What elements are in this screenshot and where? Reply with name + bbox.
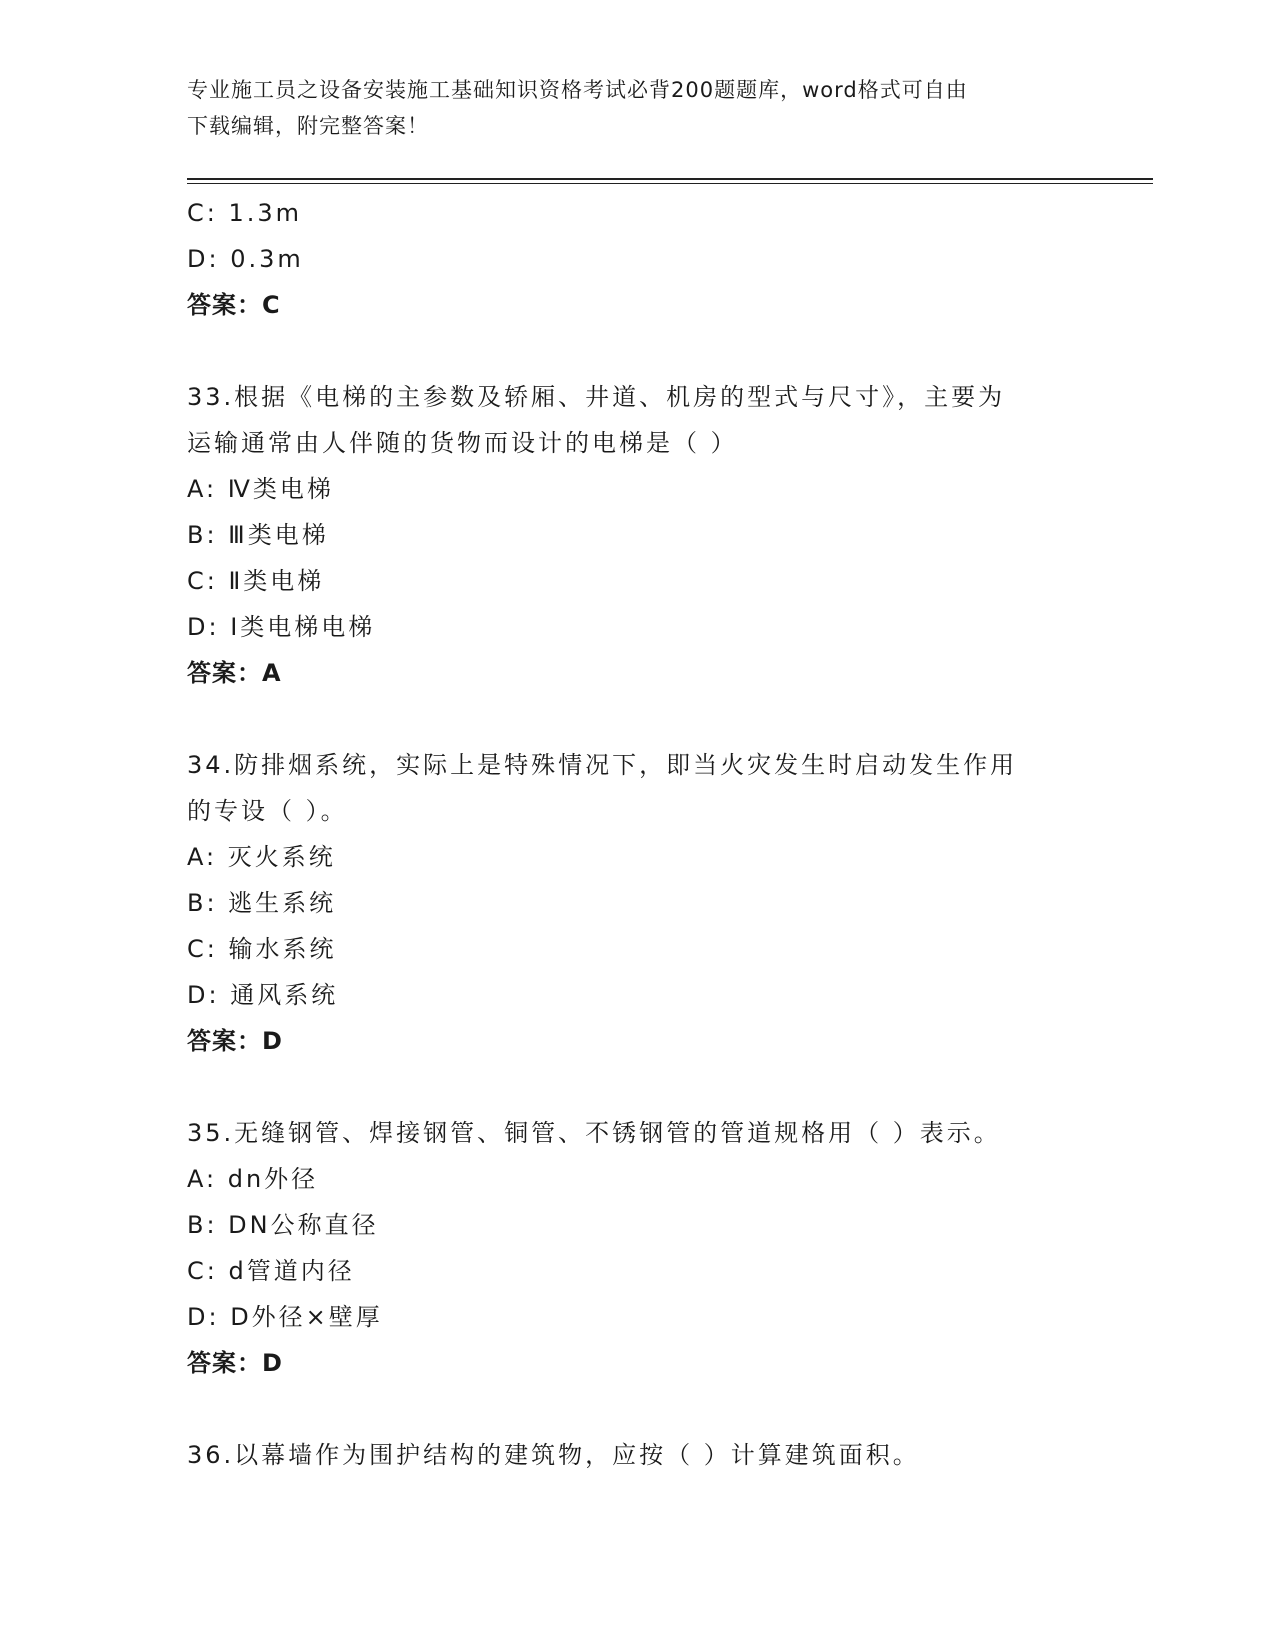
option-b: B: Ⅲ类电梯 [187, 521, 329, 549]
question-34 [187, 742, 1087, 1064]
option-d: D: Ⅰ类电梯电梯 [187, 613, 376, 641]
question-36 [187, 1432, 1087, 1478]
option-a: A: 灭火系统 [187, 843, 336, 871]
question-text-line: 运输通常由人伴随的货物而设计的电梯是（ ） [187, 429, 738, 457]
question-35 [187, 1110, 1087, 1386]
option-b: B: DN公称直径 [187, 1211, 379, 1239]
answer-label: 答案：A [187, 659, 282, 687]
header-line-2: 下载编辑，附完整答案！ [187, 114, 429, 138]
option-c: C: Ⅱ类电梯 [187, 567, 325, 595]
option-d: D: D外径×壁厚 [187, 1303, 383, 1331]
option-a: A: Ⅳ类电梯 [187, 475, 334, 503]
answer-label: 答案：D [187, 1027, 283, 1055]
question-text-line: 33.根据《电梯的主参数及轿厢、井道、机房的型式与尺寸》，主要为 [187, 383, 1006, 411]
previous-question-tail [187, 190, 1087, 328]
question-33 [187, 374, 1087, 696]
header-rule-thick [187, 178, 1153, 180]
option-a: A: dn外径 [187, 1165, 319, 1193]
question-text-line: 34.防排烟系统，实际上是特殊情况下，即当火灾发生时启动发生作用 [187, 751, 1018, 779]
question-text-line: 36.以幕墙作为围护结构的建筑物，应按（ ）计算建筑面积。 [187, 1441, 920, 1469]
answer-label: 答案：D [187, 1349, 283, 1377]
option-d: D: 0.3m [187, 245, 304, 273]
header-rule-thin [187, 183, 1153, 184]
document-body [187, 190, 1087, 1478]
option-c: C: 输水系统 [187, 935, 337, 963]
answer-label: 答案：C [187, 291, 281, 319]
document-header [187, 72, 1087, 144]
option-c: C: d管道内径 [187, 1257, 355, 1285]
question-text-line: 35.无缝钢管、焊接钢管、铜管、不锈钢管的管道规格用（ ）表示。 [187, 1119, 1001, 1147]
option-d: D: 通风系统 [187, 981, 339, 1009]
header-line-1: 专业施工员之设备安装施工基础知识资格考试必背200题题库，word格式可自由 [187, 78, 968, 102]
option-b: B: 逃生系统 [187, 889, 337, 917]
question-text-line: 的专设（ ）。 [187, 797, 348, 825]
option-c: C: 1.3m [187, 199, 303, 227]
